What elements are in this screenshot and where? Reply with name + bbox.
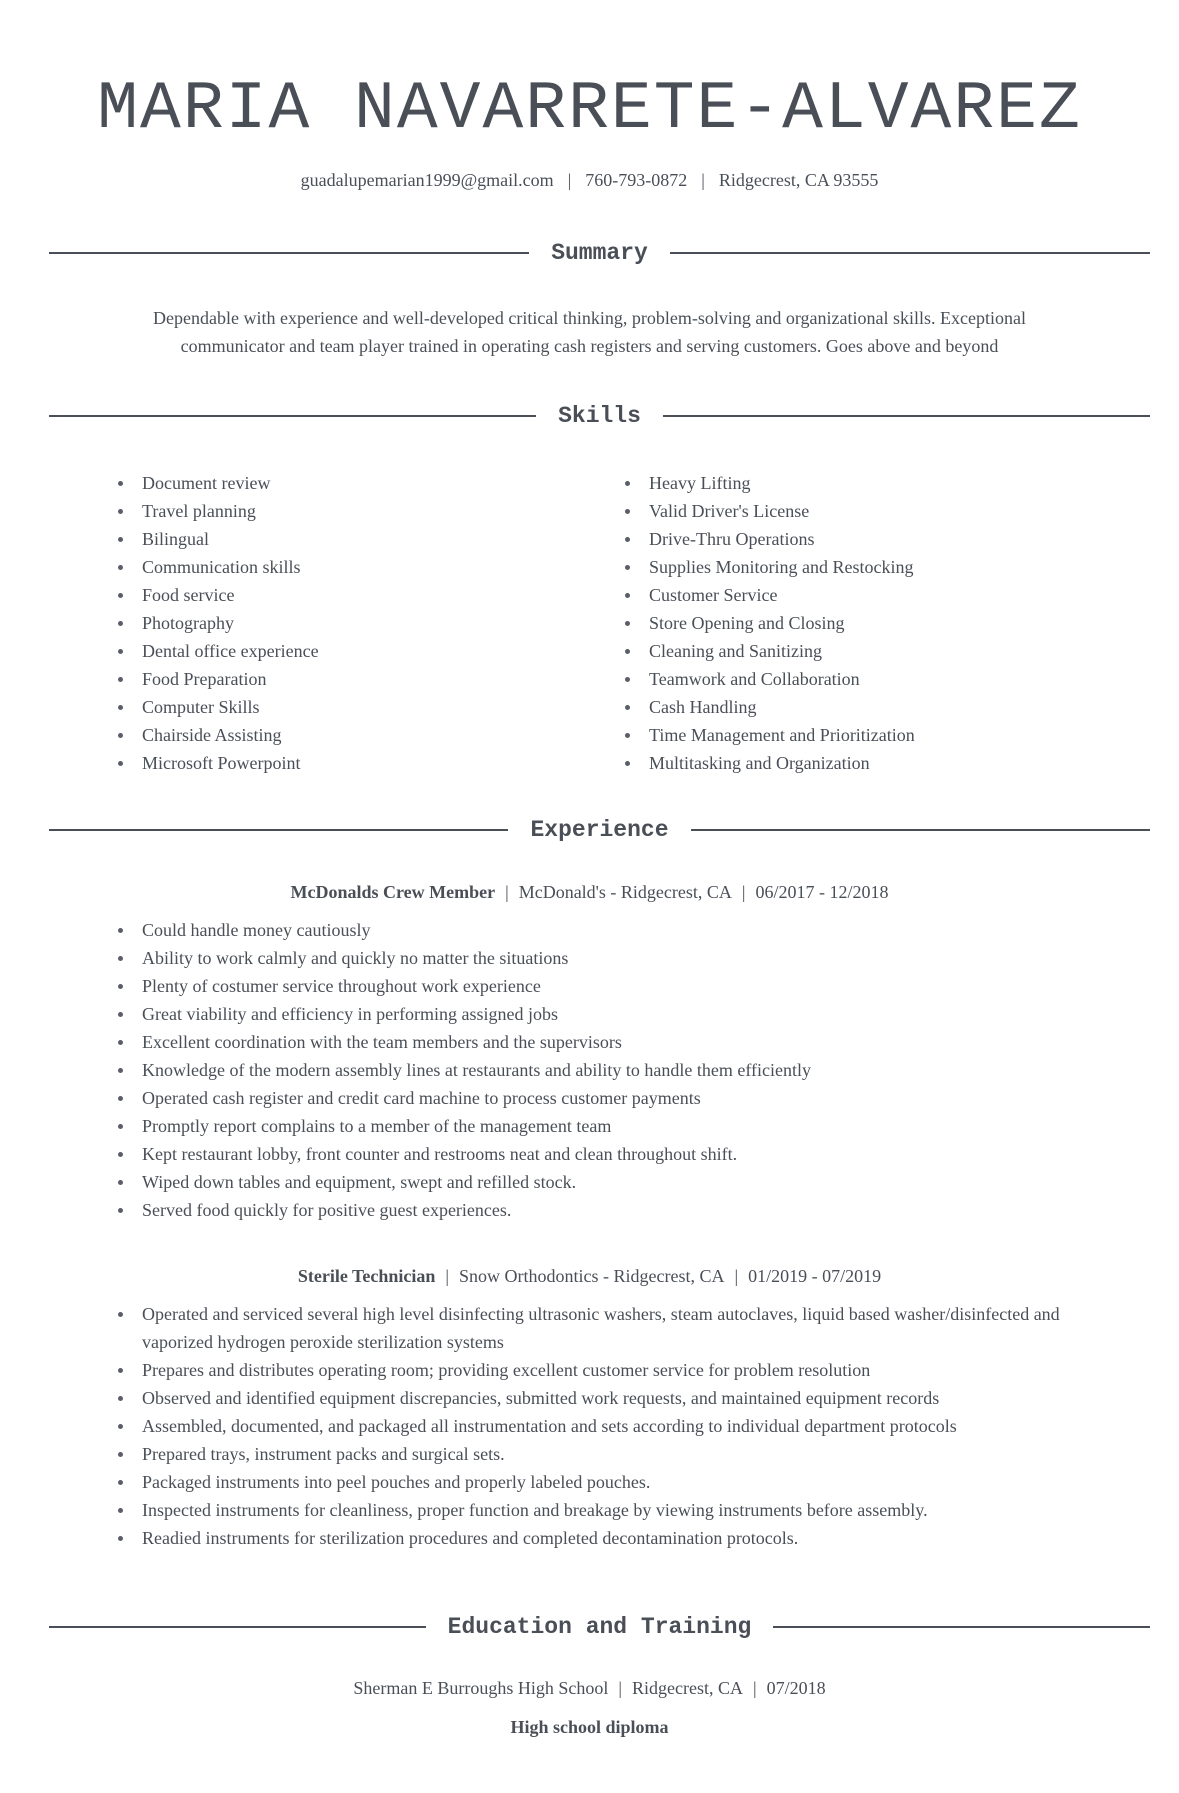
job-title: Sterile Technician (297, 1266, 436, 1286)
job-bullet: Wiped down tables and equipment, swept and refilled stock. (115, 1168, 1100, 1196)
skill-item: Valid Driver's License (622, 497, 1122, 525)
skill-item: Drive-Thru Operations (622, 525, 1122, 553)
candidate-name: MARIA NAVARRETE-ALVAREZ (97, 71, 1082, 148)
section-divider (49, 1626, 426, 1628)
degree: High school diploma (510, 1717, 669, 1737)
contact-email: guadalupemarian1999@gmail.com (300, 170, 554, 190)
education-line (0, 1676, 1179, 1700)
section-title: Summary (551, 240, 648, 266)
job-bullet: Plenty of costumer service throughout work experience (115, 972, 1100, 1000)
job-heading (0, 1264, 1179, 1288)
contact-phone: 760-793-0872 (585, 170, 688, 190)
skill-item: Chairside Assisting (115, 721, 595, 749)
job-bullet: Observed and identified equipment discrepancies, submitted work requests, and maintained equipment records (115, 1384, 1100, 1412)
job-bullet: Packaged instruments into peel pouches and properly labeled pouches. (115, 1468, 1100, 1496)
job-bullet: Excellent coordination with the team members and the supervisors (115, 1028, 1100, 1056)
job-dates: 01/2019 - 07/2019 (748, 1266, 882, 1286)
job-bullet: Assembled, documented, and packaged all instrumentation and sets according to individual department protocols (115, 1412, 1100, 1440)
skill-item: Time Management and Prioritization (622, 721, 1122, 749)
job-bullet: Promptly report complains to a member of the management team (115, 1112, 1100, 1140)
section-title: Education and Training (447, 1614, 752, 1640)
skill-item: Cleaning and Sanitizing (622, 637, 1122, 665)
section-title: Skills (558, 403, 641, 429)
skill-item: Food service (115, 581, 595, 609)
job-bullet: Could handle money cautiously (115, 916, 1100, 944)
skill-item: Microsoft Powerpoint (115, 749, 595, 777)
section-divider (49, 829, 508, 831)
skill-item: Food Preparation (115, 665, 595, 693)
section-divider (49, 252, 529, 254)
contact-separator: | (701, 170, 705, 190)
job-bullet: Prepared trays, instrument packs and surgical sets. (115, 1440, 1100, 1468)
job-bullet: Readied instruments for sterilization procedures and completed decontamination protocols. (115, 1524, 1100, 1552)
job-bullet: Ability to work calmly and quickly no matter the situations (115, 944, 1100, 972)
job-heading (0, 880, 1179, 904)
job-bullet: Served food quickly for positive guest experiences. (115, 1196, 1100, 1224)
skill-item: Photography (115, 609, 595, 637)
skill-item: Customer Service (622, 581, 1122, 609)
school-location: Ridgecrest, CA (631, 1678, 743, 1698)
job-bullet: Kept restaurant lobby, front counter and restrooms neat and clean throughout shift. (115, 1140, 1100, 1168)
contact-line (0, 168, 1179, 192)
skill-item: Document review (115, 469, 595, 497)
graduation-date: 07/2018 (766, 1678, 826, 1698)
education-separator: | (752, 1678, 757, 1698)
job-bullet: Knowledge of the modern assembly lines at restaurants and ability to handle them efficiently (115, 1056, 1100, 1084)
job-bullet: Inspected instruments for cleanliness, proper function and breakage by viewing instruments before assembly. (115, 1496, 1100, 1524)
section-divider (49, 415, 536, 417)
job-bullets (115, 916, 1100, 1224)
experience-section-header (49, 814, 1150, 846)
job-separator: | (734, 1266, 739, 1286)
skills-list-left (115, 469, 595, 777)
job-bullets (115, 1300, 1100, 1552)
contact-location: Ridgecrest, CA 93555 (718, 170, 879, 190)
skill-item: Multitasking and Organization (622, 749, 1122, 777)
school-name: Sherman E Burroughs High School (353, 1678, 609, 1698)
skills-section-header (49, 400, 1150, 432)
job-separator: | (505, 882, 509, 902)
skill-item: Travel planning (115, 497, 595, 525)
section-divider (670, 252, 1150, 254)
job-bullet: Operated cash register and credit card machine to process customer payments (115, 1084, 1100, 1112)
summary-text: Dependable with experience and well-developed critical thinking, problem-solving and organizational skills. Exceptional communicator and team player trained in operating cash registers and serving customers. Goes above and beyond (153, 308, 1026, 356)
job-separator: | (741, 882, 746, 902)
education-section-header (49, 1611, 1150, 1643)
skill-item: Supplies Monitoring and Restocking (622, 553, 1122, 581)
section-title: Experience (530, 817, 669, 843)
skill-item: Computer Skills (115, 693, 595, 721)
skill-item: Dental office experience (115, 637, 595, 665)
job-separator: | (445, 1266, 450, 1286)
contact-separator: | (567, 170, 572, 190)
job-bullet: Operated and serviced several high level disinfecting ultrasonic washers, steam autoclaves, liquid based washer/disinfected and vaporized hydrogen peroxide sterilization systems (115, 1300, 1100, 1356)
job-title: McDonalds Crew Member (290, 882, 496, 902)
job-company: McDonald's - Ridgecrest, CA (518, 882, 732, 902)
skill-item: Bilingual (115, 525, 595, 553)
education-separator: | (618, 1678, 622, 1698)
skill-item: Cash Handling (622, 693, 1122, 721)
job-dates: 06/2017 - 12/2018 (755, 882, 889, 902)
section-divider (773, 1626, 1150, 1628)
skill-item: Heavy Lifting (622, 469, 1122, 497)
section-divider (663, 415, 1150, 417)
section-divider (691, 829, 1150, 831)
job-bullet: Great viability and efficiency in performing assigned jobs (115, 1000, 1100, 1028)
skill-item: Teamwork and Collaboration (622, 665, 1122, 693)
skill-item: Communication skills (115, 553, 595, 581)
job-bullet: Prepares and distributes operating room; providing excellent customer service for problem resolution (115, 1356, 1100, 1384)
job-company: Snow Orthodontics - Ridgecrest, CA (459, 1266, 725, 1286)
summary-section-header (49, 237, 1150, 269)
skill-item: Store Opening and Closing (622, 609, 1122, 637)
skills-list-right (622, 469, 1122, 777)
